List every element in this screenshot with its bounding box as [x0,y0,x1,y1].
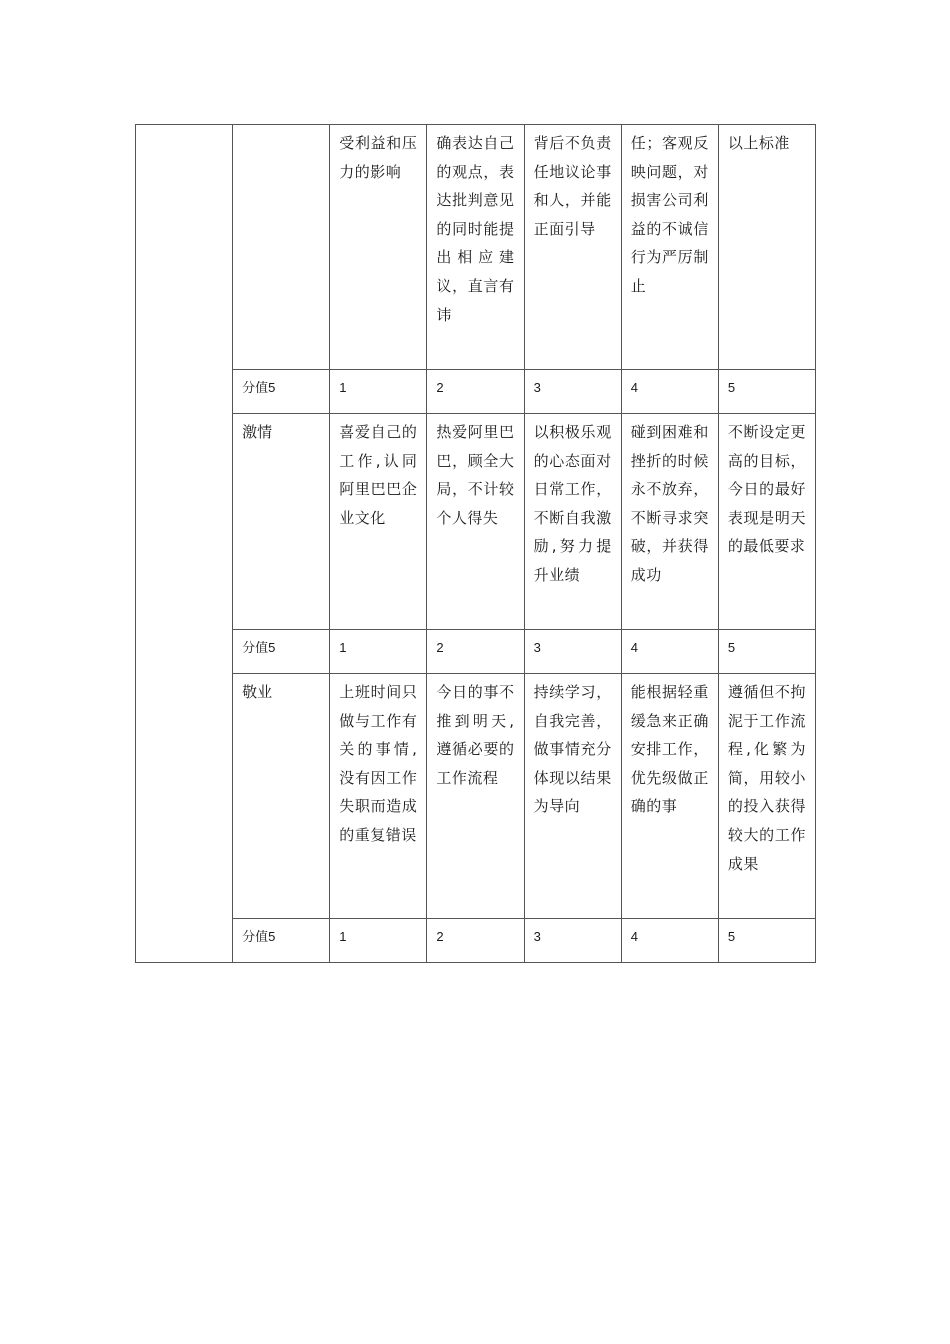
score-value-2: 2 [427,919,524,963]
score-row [136,370,816,414]
score-value-1: 1 [330,370,427,414]
score-label: 分值5 [233,919,330,963]
level-3-description: 持续学习，自我完善，做事情充分体现以结果为导向 [524,674,621,919]
score-value-1: 1 [330,630,427,674]
level-2-description: 热爱阿里巴巴，顾全大局，不计较个人得失 [427,414,524,630]
level-5-description: 以上标准 [718,125,815,370]
score-value-5: 5 [718,370,815,414]
score-value-5: 5 [718,630,815,674]
level-4-description: 能根据轻重缓急来正确安排工作，优先级做正确的事 [621,674,718,919]
score-label: 分值5 [233,630,330,674]
level-4-description: 碰到困难和挫折的时候永不放弃，不断寻求突破，并获得成功 [621,414,718,630]
criterion-label [233,125,330,370]
score-value-3: 3 [524,919,621,963]
table-row [136,414,816,630]
level-1-description: 受利益和压力的影响 [330,125,427,370]
table-row [136,125,816,370]
score-value-4: 4 [621,919,718,963]
level-3-description: 以积极乐观的心态面对日常工作，不断自我激励,努力提升业绩 [524,414,621,630]
level-2-description: 今日的事不推到明天,遵循必要的工作流程 [427,674,524,919]
score-row [136,919,816,963]
table-row [136,674,816,919]
criterion-label: 敬业 [233,674,330,919]
score-value-4: 4 [621,630,718,674]
score-row [136,630,816,674]
level-5-description: 遵循但不拘泥于工作流程,化繁为简，用较小的投入获得较大的工作成果 [718,674,815,919]
score-label: 分值5 [233,370,330,414]
criterion-label: 激情 [233,414,330,630]
score-value-2: 2 [427,370,524,414]
level-5-description: 不断设定更高的目标，今日的最好表现是明天的最低要求 [718,414,815,630]
score-value-2: 2 [427,630,524,674]
values-scoring-table [135,124,816,963]
level-2-description: 确表达自己的观点，表达批判意见的同时能提出相应建议，直言有讳 [427,125,524,370]
score-value-3: 3 [524,370,621,414]
score-value-4: 4 [621,370,718,414]
score-value-5: 5 [718,919,815,963]
score-value-3: 3 [524,630,621,674]
merged-category-cell [136,125,233,963]
level-4-description: 任；客观反映问题，对损害公司利益的不诚信行为严厉制止 [621,125,718,370]
score-value-1: 1 [330,919,427,963]
level-1-description: 上班时间只做与工作有关的事情,没有因工作失职而造成的重复错误 [330,674,427,919]
level-3-description: 背后不负责任地议论事和人，并能正面引导 [524,125,621,370]
level-1-description: 喜爱自己的工作,认同阿里巴巴企业文化 [330,414,427,630]
